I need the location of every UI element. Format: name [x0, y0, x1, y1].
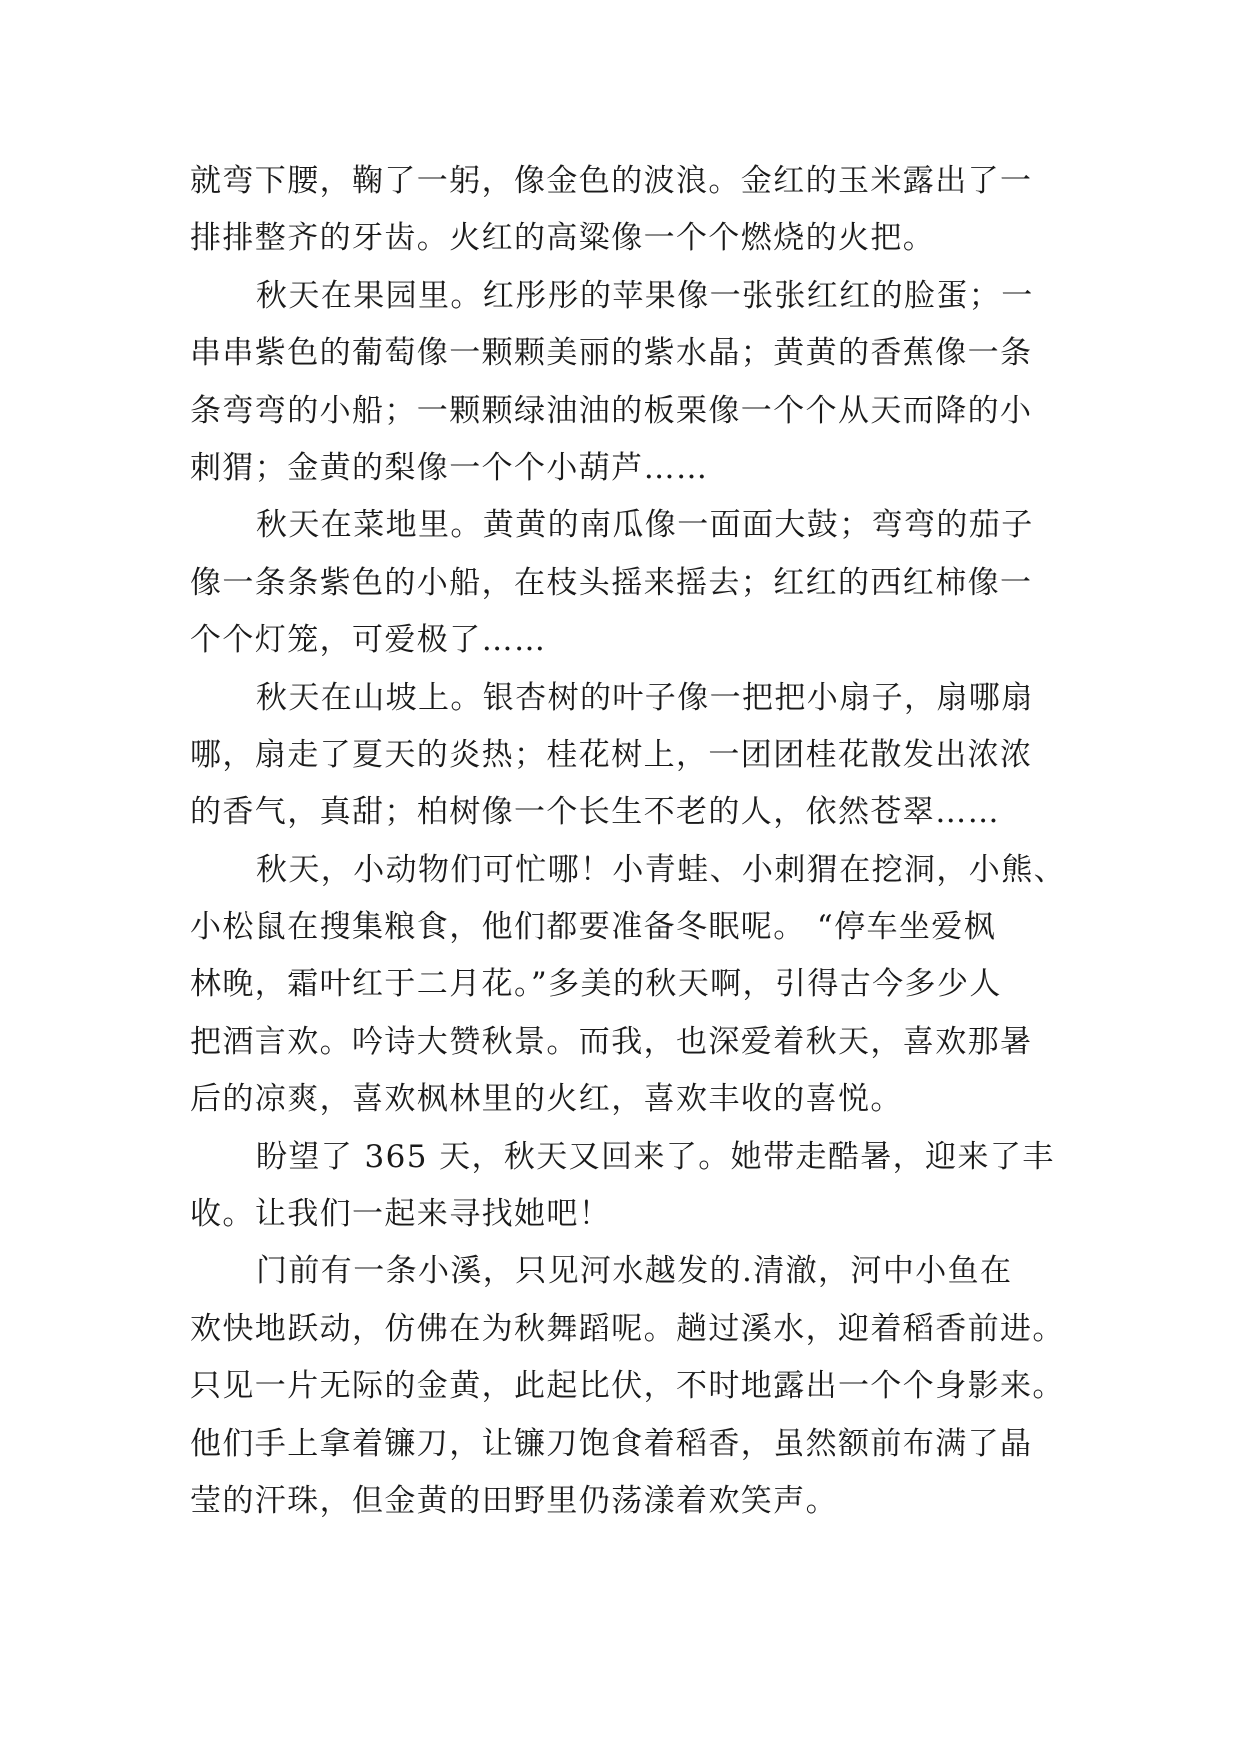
text-line: 条弯弯的小船；一颗颗绿油油的板栗像一个个从天而降的小 [190, 392, 1033, 429]
text-line: 收。让我们一起来寻找她吧！ [190, 1196, 612, 1233]
text-line: 排排整齐的牙齿。火红的高粱像一个个燃烧的火把。 [190, 220, 936, 257]
text-line: 个个灯笼，可爱极了…… [190, 622, 547, 659]
text-line: 欢快地跃动，仿佛在为秋舞蹈呢。趟过溪水，迎着稻香前进。 [190, 1310, 1065, 1347]
text-line: 他们手上拿着镰刀，让镰刀饱食着稻香，虽然额前布满了晶 [190, 1425, 1033, 1462]
text-line: 小松鼠在搜集粮食，他们都要准备冬眠呢。 “停车坐爱枫 [190, 909, 997, 946]
paragraph-start-line: 秋天在菜地里。黄黄的南瓜像一面面大鼓；弯弯的茄子 [256, 507, 1034, 544]
text-line: 像一条条紫色的小船，在枝头摇来摇去；红红的西红柿像一 [190, 564, 1033, 601]
paragraph-start-line: 秋天在果园里。红彤彤的苹果像一张张红红的脸蛋；一 [256, 277, 1034, 314]
text-line: 哪，扇走了夏天的炎热；桂花树上，一团团桂花散发出浓浓 [190, 736, 1033, 773]
text-line: 串串紫色的葡萄像一颗颗美丽的紫水晶；黄黄的香蕉像一条 [190, 335, 1033, 372]
text-line: 把酒言欢。吟诗大赞秋景。而我，也深爱着秋天，喜欢那暑 [190, 1023, 1033, 1060]
text-line: 后的凉爽，喜欢枫林里的火红，喜欢丰收的喜悦。 [190, 1081, 903, 1118]
text-line: 刺猬；金黄的梨像一个个小葫芦…… [190, 449, 709, 486]
paragraph-start-line: 门前有一条小溪，只见河水越发的.清澈，河中小鱼在 [256, 1253, 1013, 1290]
paragraph-start-line: 秋天，小动物们可忙哪！小青蛙、小刺猬在挖洞，小熊、 [256, 851, 1066, 888]
paragraph-start-line: 秋天在山坡上。银杏树的叶子像一把把小扇子，扇哪扇 [256, 679, 1034, 716]
paragraph-start-line: 盼望了 365 天，秋天又回来了。她带走酷暑，迎来了丰 [256, 1138, 1055, 1175]
text-line: 的香气，真甜；柏树像一个长生不老的人，依然苍翠…… [190, 794, 1000, 831]
text-line: 莹的汗珠，但金黄的田野里仍荡漾着欢笑声。 [190, 1482, 838, 1519]
text-line: 林晚，霜叶红于二月花。”多美的秋天啊，引得古今多少人 [190, 966, 1002, 1003]
text-line: 就弯下腰，鞠了一躬，像金色的波浪。金红的玉米露出了一 [190, 163, 1033, 199]
body-text [190, 153, 1066, 1530]
text-line: 只见一片无际的金黄，此起比伏，不时地露出一个个身影来。 [190, 1368, 1065, 1405]
